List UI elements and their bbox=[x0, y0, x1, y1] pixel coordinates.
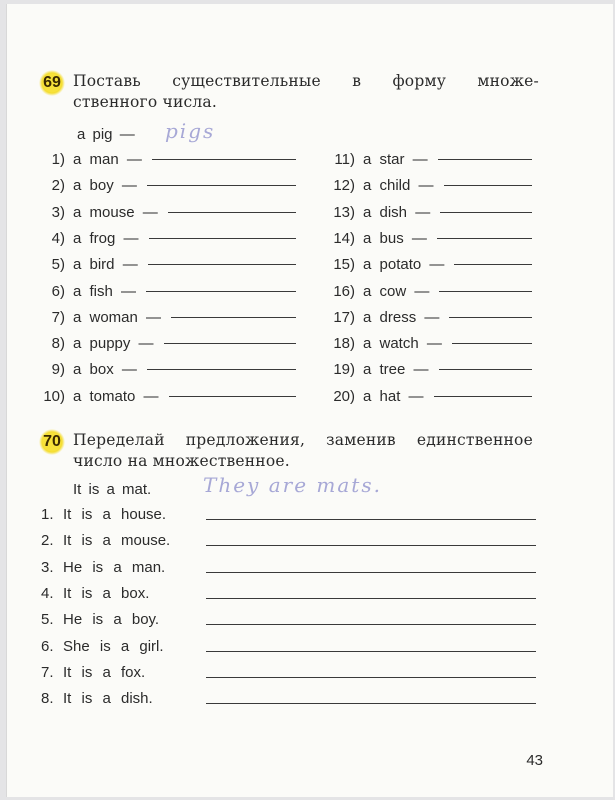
item-number: 3. bbox=[41, 558, 54, 576]
exercise-70-instruction bbox=[73, 430, 533, 472]
item-word: a hat — bbox=[363, 387, 424, 405]
list-item bbox=[37, 204, 296, 221]
item-number: 1. bbox=[41, 506, 54, 523]
answer-line[interactable] bbox=[206, 597, 536, 599]
item-sentence: It is a mouse. bbox=[63, 532, 171, 550]
answer-line[interactable] bbox=[169, 395, 296, 397]
list-item bbox=[37, 388, 296, 405]
answer-line[interactable] bbox=[147, 368, 296, 370]
list-item bbox=[37, 361, 296, 378]
item-word: a bird — bbox=[73, 256, 138, 274]
exercise-69-example bbox=[77, 126, 135, 143]
sentence-row bbox=[41, 690, 541, 707]
answer-line[interactable] bbox=[206, 571, 536, 573]
instruction-word: предложения, bbox=[185, 431, 306, 449]
item-word: a fish — bbox=[73, 282, 137, 300]
answer-line[interactable] bbox=[148, 263, 296, 265]
sentence-row bbox=[41, 506, 541, 523]
item-sentence: It is a dish. bbox=[63, 690, 153, 708]
item-word: a woman — bbox=[73, 308, 162, 326]
item-sentence: It is a fox. bbox=[63, 663, 146, 681]
item-word: a box — bbox=[73, 361, 137, 379]
item-sentence: He is a boy. bbox=[63, 611, 160, 629]
answer-line[interactable] bbox=[440, 211, 532, 213]
instruction-word: в bbox=[352, 72, 362, 90]
workbook-page bbox=[6, 4, 613, 797]
instruction-line-2: ственного числа. bbox=[73, 93, 218, 111]
item-word: a child — bbox=[363, 177, 434, 195]
exercise-70-example bbox=[73, 481, 151, 498]
handwritten-example-answer: pigs bbox=[165, 119, 216, 143]
exercise-70-badge: 70 bbox=[39, 429, 65, 455]
instruction-word: существительные bbox=[172, 72, 321, 90]
answer-line[interactable] bbox=[206, 676, 536, 678]
answer-line[interactable] bbox=[149, 237, 296, 239]
exercise-69-badge: 69 bbox=[39, 70, 65, 96]
list-item bbox=[327, 361, 532, 378]
item-number: 14) bbox=[333, 229, 355, 247]
answer-line[interactable] bbox=[452, 342, 532, 344]
answer-line[interactable] bbox=[434, 395, 532, 397]
answer-line[interactable] bbox=[206, 518, 536, 520]
instruction-line-1 bbox=[73, 71, 539, 92]
instruction-word: единственное bbox=[416, 431, 533, 449]
item-word: a dress — bbox=[363, 308, 440, 326]
instruction-word: форму bbox=[392, 72, 447, 90]
answer-line[interactable] bbox=[171, 316, 296, 318]
item-sentence: He is a man. bbox=[63, 558, 166, 576]
item-number: 12) bbox=[333, 177, 355, 195]
answer-line[interactable] bbox=[206, 623, 536, 625]
item-number: 8. bbox=[41, 690, 54, 708]
instruction-word: заменив bbox=[326, 431, 396, 449]
list-item bbox=[327, 151, 532, 168]
item-number: 6. bbox=[41, 637, 54, 655]
answer-line[interactable] bbox=[437, 237, 532, 239]
item-number: 1) bbox=[51, 151, 65, 168]
item-sentence: It is a box. bbox=[63, 584, 150, 602]
answer-line[interactable] bbox=[146, 290, 296, 292]
item-sentence: It is a house. bbox=[63, 506, 167, 523]
list-item bbox=[37, 151, 296, 168]
item-number: 11) bbox=[334, 151, 355, 168]
list-item bbox=[327, 230, 532, 247]
item-word: a puppy — bbox=[73, 335, 154, 353]
sentence-row bbox=[41, 638, 541, 655]
item-word: a cow — bbox=[363, 282, 430, 300]
list-item bbox=[37, 230, 296, 247]
list-item bbox=[37, 283, 296, 300]
answer-line[interactable] bbox=[438, 158, 532, 160]
sentence-row bbox=[41, 532, 541, 549]
item-number: 5. bbox=[41, 611, 54, 629]
answer-line[interactable] bbox=[206, 544, 536, 546]
answer-line[interactable] bbox=[439, 368, 532, 370]
answer-line[interactable] bbox=[206, 702, 536, 704]
item-number: 15) bbox=[333, 256, 355, 274]
instruction-word: множе- bbox=[477, 72, 539, 90]
item-number: 3) bbox=[51, 203, 65, 221]
list-item bbox=[327, 177, 532, 194]
item-number: 5) bbox=[51, 256, 65, 274]
item-number: 8) bbox=[51, 335, 65, 353]
answer-line[interactable] bbox=[454, 263, 532, 265]
item-number: 7) bbox=[51, 308, 65, 326]
instruction-line-2: число на множественное. bbox=[73, 452, 290, 470]
sentence-row bbox=[41, 664, 541, 681]
list-item bbox=[327, 335, 532, 352]
item-number: 7. bbox=[41, 663, 54, 681]
item-number: 20) bbox=[333, 387, 355, 405]
list-item bbox=[37, 309, 296, 326]
answer-line[interactable] bbox=[449, 316, 532, 318]
list-item bbox=[37, 256, 296, 273]
item-word: a boy — bbox=[73, 177, 137, 195]
item-number: 19) bbox=[333, 361, 355, 379]
list-item bbox=[327, 309, 532, 326]
item-word: a man — bbox=[73, 151, 142, 168]
item-word: a star — bbox=[363, 151, 428, 168]
example-word: a pig — bbox=[77, 126, 135, 143]
list-item bbox=[327, 283, 532, 300]
answer-line[interactable] bbox=[168, 211, 296, 213]
item-word: a frog — bbox=[73, 229, 139, 247]
item-number: 4. bbox=[41, 584, 54, 602]
item-number: 13) bbox=[333, 203, 355, 221]
item-number: 16) bbox=[333, 282, 355, 300]
item-word: a dish — bbox=[363, 203, 431, 221]
list-item bbox=[37, 177, 296, 194]
answer-line[interactable] bbox=[147, 184, 296, 186]
page-number: 43 bbox=[526, 752, 543, 769]
item-number: 10) bbox=[43, 387, 65, 405]
answer-line[interactable] bbox=[152, 158, 296, 160]
handwritten-example-sentence: They are mats. bbox=[203, 473, 382, 497]
sentence-row bbox=[41, 559, 541, 576]
item-number: 2) bbox=[51, 177, 65, 195]
answer-line[interactable] bbox=[164, 342, 296, 344]
sentence-row bbox=[41, 611, 541, 628]
list-item bbox=[327, 204, 532, 221]
item-word: a watch — bbox=[363, 335, 442, 353]
instruction-line-1 bbox=[73, 430, 533, 451]
list-item bbox=[327, 388, 532, 405]
item-number: 9) bbox=[51, 361, 65, 379]
list-item bbox=[37, 335, 296, 352]
item-word: a potato — bbox=[363, 256, 445, 274]
item-number: 6) bbox=[51, 282, 65, 300]
item-word: a mouse — bbox=[73, 203, 158, 221]
item-sentence: She is a girl. bbox=[63, 637, 164, 655]
answer-line[interactable] bbox=[439, 290, 532, 292]
item-word: a bus — bbox=[363, 229, 427, 247]
list-item bbox=[327, 256, 532, 273]
example-sentence: It is a mat. bbox=[73, 481, 152, 498]
item-number: 18) bbox=[333, 335, 355, 353]
item-word: a tomato — bbox=[73, 387, 159, 405]
item-number: 4) bbox=[51, 229, 65, 247]
item-number: 2. bbox=[41, 532, 54, 550]
answer-line[interactable] bbox=[444, 184, 532, 186]
answer-line[interactable] bbox=[206, 650, 536, 652]
exercise-69-instruction bbox=[73, 71, 539, 113]
item-word: a tree — bbox=[363, 361, 429, 379]
sentence-row bbox=[41, 585, 541, 602]
instruction-word: Поставь bbox=[73, 72, 141, 90]
instruction-word: Переделай bbox=[73, 431, 165, 449]
item-number: 17) bbox=[333, 308, 355, 326]
